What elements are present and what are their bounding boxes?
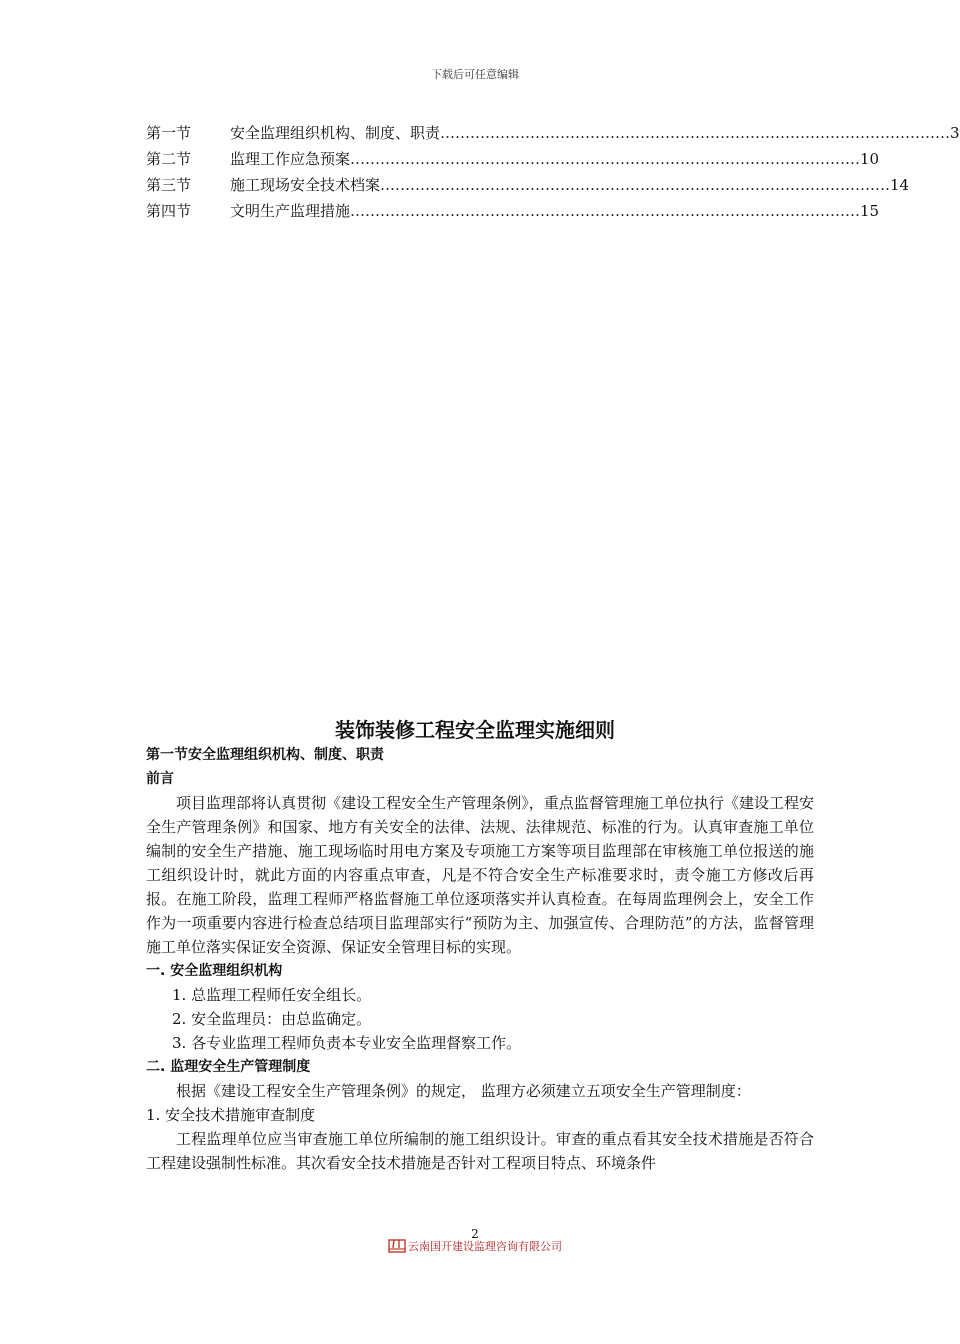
toc-title: 监理工作应急预案 — [230, 150, 351, 168]
document-title: 装饰装修工程安全监理实施细则 — [335, 718, 615, 742]
toc-page: 3 — [950, 124, 960, 142]
toc-entry[interactable] — [146, 200, 880, 226]
system-item-paragraph: 工程监理单位应当审查施工单位所编制的施工组织设计。审查的重点看其安全技术措施是否符合工程建设强制性标准。其次看安全技术措施是否针对工程项目特点、环境条件 — [146, 1130, 814, 1172]
preface-paragraph: 项目监理部将认真贯彻《建设工程安全生产管理条例》，重点监督管理施工单位执行《建设工程安全生产管理条例》和国家、地方有关安全的法律、法规、法律规范、标准的行为。认真审查施工单位编制的安全生产措施、施工现场临时用电方案及专项施工方案等项目监理部在审核施工单位报送的施工组织设计时，就此方面的内容重点审查，凡是不符合安全生产标准要求时，责令施工方修改后再报。在施工阶段，监理工程师严格监督施工单位逐项落实并认真检查。在每周监理例会上，安全工作作为一项重要内容进行检查总结项目监理部实行“预防为主、加强宣传、合理防范”的方法，监督管理施工单位落实保证安全资源、保证安全管理目标的实现。 — [146, 794, 814, 956]
toc-title: 施工现场安全技术档案 — [230, 176, 381, 194]
list-item: 3. 各专业监理工程师负责本专业安全监理督察工作。 — [172, 1034, 522, 1052]
toc-leader: ………………………………………………………………………………………… — [350, 150, 861, 168]
toc-section: 第三节 — [146, 176, 192, 194]
toc-entry[interactable] — [146, 174, 910, 200]
toc-section: 第四节 — [146, 202, 192, 220]
toc-section: 第二节 — [146, 150, 192, 168]
system-item-heading: 1. 安全技术措施审查制度 — [146, 1106, 316, 1124]
toc-page: 15 — [860, 202, 880, 220]
page-number: 2 — [471, 1227, 479, 1241]
toc-entry[interactable] — [146, 148, 880, 174]
toc-leader: ………………………………………………………………………………………… — [440, 124, 951, 142]
toc-title: 文明生产监理措施 — [230, 202, 351, 220]
page-header: 下载后可任意编辑 — [431, 68, 519, 81]
toc-page: 10 — [860, 150, 880, 168]
list-item: 1. 总监理工程师任安全组长。 — [172, 986, 372, 1004]
system-intro: 根据《建设工程安全生产管理条例》的规定， 监理方必须建立五项安全生产管理制度： — [176, 1082, 751, 1100]
toc-title: 安全监理组织机构、制度、职责 — [230, 124, 441, 142]
company-name: 云南国开建设监理咨询有限公司 — [408, 1240, 562, 1253]
toc-section: 第一节 — [146, 124, 192, 142]
page-footer — [0, 1238, 950, 1254]
company-logo-icon — [388, 1239, 406, 1253]
document-body — [146, 743, 814, 1175]
toc-leader: ………………………………………………………………………………………… — [350, 202, 861, 220]
toc-entry[interactable] — [146, 122, 960, 148]
toc-leader: ………………………………………………………………………………………… — [380, 176, 891, 194]
preface-heading: 前言 — [146, 771, 174, 787]
system-heading: 二. 监理安全生产管理制度 — [146, 1059, 311, 1075]
list-item: 2. 安全监理员：由总监确定。 — [172, 1010, 372, 1028]
section-heading: 第一节安全监理组织机构、制度、职责 — [146, 747, 384, 763]
table-of-contents — [146, 122, 960, 226]
toc-page: 14 — [890, 176, 910, 194]
org-heading: 一. 安全监理组织机构 — [146, 963, 283, 979]
